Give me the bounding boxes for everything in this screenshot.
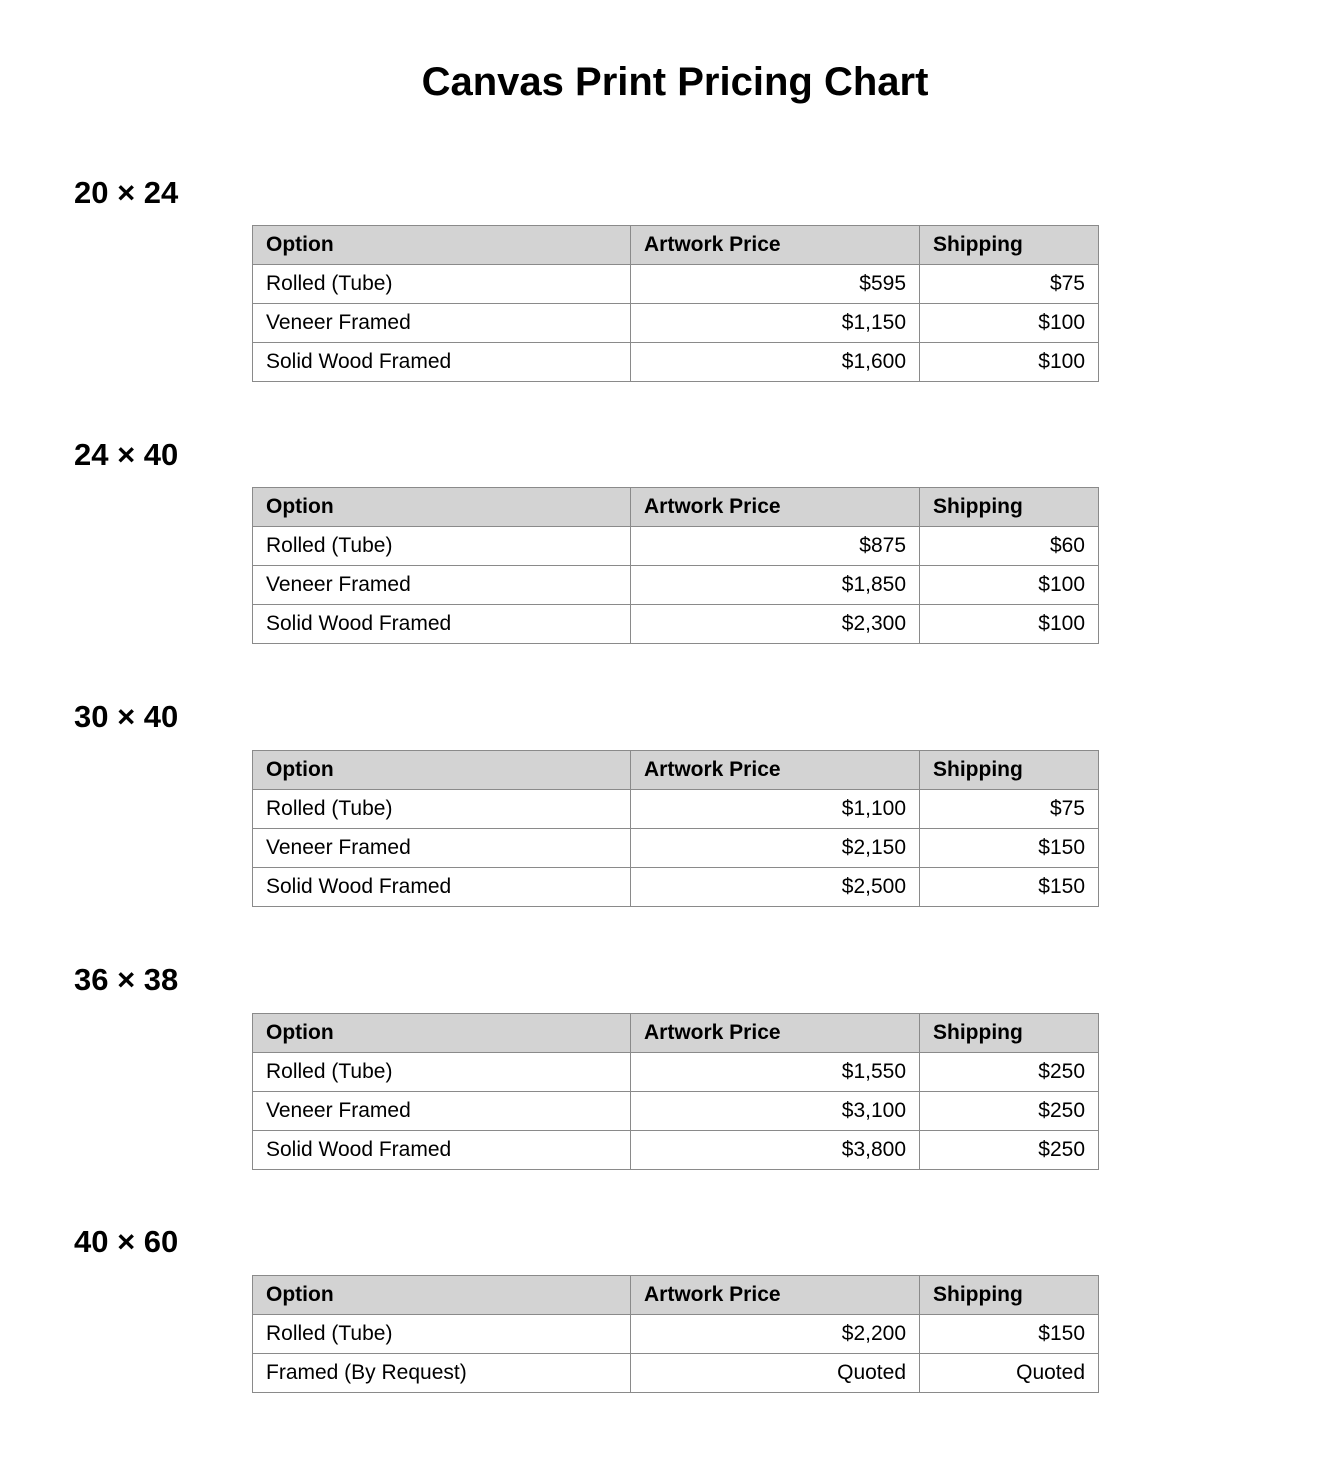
artwork-price-cell: Quoted bbox=[631, 1354, 920, 1393]
table-row bbox=[253, 1131, 1099, 1170]
table-header-row bbox=[253, 226, 1099, 265]
shipping-cell: $250 bbox=[920, 1092, 1099, 1131]
shipping-cell: $75 bbox=[920, 790, 1099, 829]
table-row bbox=[253, 1053, 1099, 1092]
column-header-shipping: Shipping bbox=[920, 226, 1099, 265]
artwork-price-cell: $2,200 bbox=[631, 1315, 920, 1354]
section-heading-24x40: 24 × 40 bbox=[74, 437, 179, 472]
column-header-shipping: Shipping bbox=[920, 1014, 1099, 1053]
column-header-artwork-price: Artwork Price bbox=[631, 1276, 920, 1315]
artwork-price-cell: $1,150 bbox=[631, 304, 920, 343]
table-row bbox=[253, 829, 1099, 868]
column-header-option: Option bbox=[253, 751, 631, 790]
table-row bbox=[253, 868, 1099, 907]
table-row bbox=[253, 605, 1099, 644]
artwork-price-cell: $595 bbox=[631, 265, 920, 304]
option-cell: Solid Wood Framed bbox=[253, 343, 631, 382]
table-row bbox=[253, 790, 1099, 829]
artwork-price-cell: $2,500 bbox=[631, 868, 920, 907]
shipping-cell: $250 bbox=[920, 1131, 1099, 1170]
option-cell: Solid Wood Framed bbox=[253, 605, 631, 644]
option-cell: Veneer Framed bbox=[253, 829, 631, 868]
shipping-cell: $75 bbox=[920, 265, 1099, 304]
column-header-artwork-price: Artwork Price bbox=[631, 1014, 920, 1053]
table-header-row bbox=[253, 1014, 1099, 1053]
table-header-row bbox=[253, 751, 1099, 790]
option-cell: Framed (By Request) bbox=[253, 1354, 631, 1393]
column-header-shipping: Shipping bbox=[920, 1276, 1099, 1315]
option-cell: Solid Wood Framed bbox=[253, 1131, 631, 1170]
option-cell: Veneer Framed bbox=[253, 566, 631, 605]
column-header-option: Option bbox=[253, 1276, 631, 1315]
artwork-price-cell: $1,850 bbox=[631, 566, 920, 605]
shipping-cell: $100 bbox=[920, 605, 1099, 644]
artwork-price-cell: $1,100 bbox=[631, 790, 920, 829]
table-row bbox=[253, 527, 1099, 566]
column-header-shipping: Shipping bbox=[920, 488, 1099, 527]
price-table-40x60 bbox=[252, 1275, 1099, 1393]
section-heading-20x24: 20 × 24 bbox=[74, 175, 179, 210]
table-row bbox=[253, 1315, 1099, 1354]
shipping-cell: $250 bbox=[920, 1053, 1099, 1092]
price-table-36x38 bbox=[252, 1013, 1099, 1170]
shipping-cell: $100 bbox=[920, 343, 1099, 382]
option-cell: Solid Wood Framed bbox=[253, 868, 631, 907]
table-row bbox=[253, 566, 1099, 605]
option-cell: Rolled (Tube) bbox=[253, 527, 631, 566]
shipping-cell: $100 bbox=[920, 566, 1099, 605]
table-row bbox=[253, 265, 1099, 304]
artwork-price-cell: $1,600 bbox=[631, 343, 920, 382]
table-row bbox=[253, 343, 1099, 382]
option-cell: Rolled (Tube) bbox=[253, 265, 631, 304]
table-header-row bbox=[253, 1276, 1099, 1315]
option-cell: Rolled (Tube) bbox=[253, 790, 631, 829]
section-heading-30x40: 30 × 40 bbox=[74, 699, 179, 734]
shipping-cell: $100 bbox=[920, 304, 1099, 343]
shipping-cell: Quoted bbox=[920, 1354, 1099, 1393]
price-table-24x40 bbox=[252, 487, 1099, 644]
artwork-price-cell: $875 bbox=[631, 527, 920, 566]
column-header-option: Option bbox=[253, 1014, 631, 1053]
shipping-cell: $150 bbox=[920, 1315, 1099, 1354]
column-header-shipping: Shipping bbox=[920, 751, 1099, 790]
artwork-price-cell: $2,150 bbox=[631, 829, 920, 868]
artwork-price-cell: $2,300 bbox=[631, 605, 920, 644]
option-cell: Veneer Framed bbox=[253, 1092, 631, 1131]
price-table-30x40 bbox=[252, 750, 1099, 907]
table-header-row bbox=[253, 488, 1099, 527]
section-heading-40x60: 40 × 60 bbox=[74, 1224, 179, 1259]
table-row bbox=[253, 304, 1099, 343]
page-title: Canvas Print Pricing Chart bbox=[421, 60, 929, 104]
option-cell: Rolled (Tube) bbox=[253, 1053, 631, 1092]
option-cell: Veneer Framed bbox=[253, 304, 631, 343]
artwork-price-cell: $1,550 bbox=[631, 1053, 920, 1092]
shipping-cell: $150 bbox=[920, 868, 1099, 907]
table-row bbox=[253, 1092, 1099, 1131]
shipping-cell: $150 bbox=[920, 829, 1099, 868]
column-header-option: Option bbox=[253, 488, 631, 527]
table-row bbox=[253, 1354, 1099, 1393]
artwork-price-cell: $3,100 bbox=[631, 1092, 920, 1131]
column-header-artwork-price: Artwork Price bbox=[631, 226, 920, 265]
column-header-option: Option bbox=[253, 226, 631, 265]
column-header-artwork-price: Artwork Price bbox=[631, 488, 920, 527]
shipping-cell: $60 bbox=[920, 527, 1099, 566]
section-heading-36x38: 36 × 38 bbox=[74, 962, 179, 997]
option-cell: Rolled (Tube) bbox=[253, 1315, 631, 1354]
price-table-20x24 bbox=[252, 225, 1099, 382]
artwork-price-cell: $3,800 bbox=[631, 1131, 920, 1170]
column-header-artwork-price: Artwork Price bbox=[631, 751, 920, 790]
